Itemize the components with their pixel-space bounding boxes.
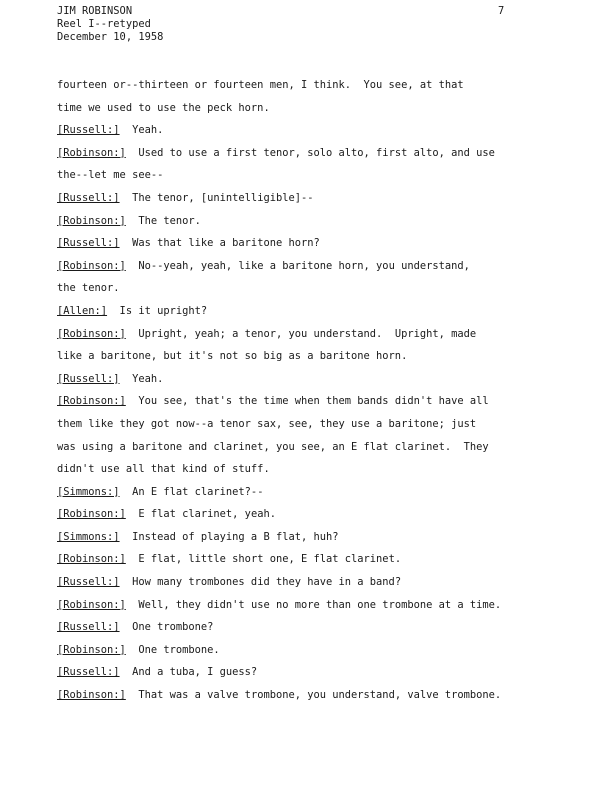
transcript-paragraph	[57, 616, 547, 639]
line-text: Was that like a baritone horn?	[119, 237, 320, 250]
line-text: Yeah.	[119, 372, 164, 385]
transcript-line	[57, 684, 547, 707]
line-text: An E flat clarinet?--	[119, 485, 264, 498]
transcript-line	[57, 97, 547, 120]
line-text: One trombone.	[125, 643, 220, 656]
transcript-line	[57, 458, 547, 481]
transcript-line	[57, 526, 547, 549]
transcript-paragraph	[57, 594, 547, 617]
transcript-paragraph	[57, 368, 547, 391]
line-text: The tenor.	[125, 214, 201, 227]
transcript-paragraph	[57, 323, 547, 368]
speaker-label: [Russell:]	[57, 191, 120, 204]
transcript-paragraph	[57, 661, 547, 684]
transcript-paragraph	[57, 526, 547, 549]
transcript-line	[57, 616, 547, 639]
transcript-paragraph	[57, 255, 547, 300]
transcript-paragraph	[57, 142, 547, 187]
transcript-line	[57, 232, 547, 255]
speaker-label: [Russell:]	[57, 621, 120, 634]
transcript-paragraph	[57, 232, 547, 255]
reel-label: Reel I--retyped	[57, 18, 151, 30]
speaker-label: [Russell:]	[57, 576, 120, 589]
transcript-line	[57, 548, 547, 571]
transcript-line	[57, 368, 547, 391]
transcript-paragraph	[57, 684, 547, 707]
speaker-label: [Robinson:]	[57, 259, 126, 272]
transcript-line	[57, 345, 547, 368]
transcript-line	[57, 594, 547, 617]
speaker-label: [Robinson:]	[57, 146, 126, 159]
interviewee-name: JIM ROBINSON	[57, 5, 133, 17]
speaker-label: [Robinson:]	[57, 553, 126, 566]
transcript-line	[57, 661, 547, 684]
speaker-label: [Robinson:]	[57, 508, 126, 521]
speaker-label: [Robinson:]	[57, 214, 126, 227]
speaker-label: [Allen:]	[57, 304, 108, 317]
line-text: Yeah.	[119, 124, 164, 137]
line-text: didn't use all that kind of stuff.	[57, 463, 270, 476]
transcript-line	[57, 390, 547, 413]
transcript-line	[57, 323, 547, 346]
line-text: The tenor, [unintelligible]--	[119, 191, 314, 204]
speaker-label: [Russell:]	[57, 237, 120, 250]
transcript-paragraph	[57, 74, 547, 119]
transcript-line	[57, 503, 547, 526]
line-text: like a baritone, but it's not so big as a baritone horn.	[57, 350, 408, 363]
interview-date: December 10, 1958	[57, 31, 164, 43]
line-text: Well, they didn't use no more than one trombone at a time.	[125, 598, 502, 611]
speaker-label: [Robinson:]	[57, 327, 126, 340]
line-text: the--let me see--	[57, 169, 164, 182]
line-text: E flat, little short one, E flat clarinet.	[125, 553, 402, 566]
transcript-line	[57, 639, 547, 662]
transcript-line	[57, 255, 547, 278]
speaker-label: [Russell:]	[57, 666, 120, 679]
transcript-line	[57, 187, 547, 210]
speaker-label: [Robinson:]	[57, 395, 126, 408]
transcript-body	[57, 74, 547, 707]
line-text: One trombone?	[119, 621, 214, 634]
line-text: Is it upright?	[107, 304, 208, 317]
line-text: was using a baritone and clarinet, you see, an E flat clarinet. They	[57, 440, 489, 453]
line-text: How many trombones did they have in a band?	[119, 576, 402, 589]
page-number: 7	[498, 5, 505, 17]
line-text: And a tuba, I guess?	[119, 666, 258, 679]
transcript-paragraph	[57, 119, 547, 142]
transcript-line	[57, 277, 547, 300]
transcript-paragraph	[57, 390, 547, 480]
transcript-paragraph	[57, 548, 547, 571]
transcript-paragraph	[57, 571, 547, 594]
line-text: No--yeah, yeah, like a baritone horn, you understand,	[125, 259, 470, 272]
transcript-paragraph	[57, 503, 547, 526]
transcript-paragraph	[57, 639, 547, 662]
transcript-line	[57, 436, 547, 459]
transcript-line	[57, 119, 547, 142]
speaker-label: [Simmons:]	[57, 485, 120, 498]
transcript-line	[57, 300, 547, 323]
speaker-label: [Robinson:]	[57, 689, 126, 702]
line-text: You see, that's the time when them bands didn't have all	[125, 395, 489, 408]
transcript-paragraph	[57, 210, 547, 233]
line-text: E flat clarinet, yeah.	[125, 508, 276, 521]
line-text: time we used to use the peck horn.	[57, 101, 270, 114]
line-text: fourteen or--thirteen or fourteen men, I think. You see, at that	[57, 79, 464, 91]
line-text: Instead of playing a B flat, huh?	[119, 530, 339, 543]
transcript-line	[57, 481, 547, 504]
speaker-label: [Simmons:]	[57, 530, 120, 543]
transcript-paragraph	[57, 187, 547, 210]
transcript-line	[57, 210, 547, 233]
transcript-paragraph	[57, 300, 547, 323]
transcript-line	[57, 571, 547, 594]
speaker-label: [Russell:]	[57, 372, 120, 385]
line-text: Used to use a first tenor, solo alto, first alto, and use	[125, 146, 495, 159]
speaker-label: [Russell:]	[57, 124, 120, 137]
speaker-label: [Robinson:]	[57, 598, 126, 611]
line-text: Upright, yeah; a tenor, you understand. Upright, made	[125, 327, 477, 340]
transcript-line	[57, 74, 547, 97]
transcript-line	[57, 413, 547, 436]
page-header	[57, 5, 163, 44]
transcript-paragraph	[57, 481, 547, 504]
speaker-label: [Robinson:]	[57, 643, 126, 656]
line-text: That was a valve trombone, you understand, valve trombone.	[125, 689, 502, 702]
line-text: the tenor.	[57, 282, 120, 295]
transcript-line	[57, 164, 547, 187]
transcript-line	[57, 142, 547, 165]
line-text: them like they got now--a tenor sax, see, they use a baritone; just	[57, 417, 477, 430]
